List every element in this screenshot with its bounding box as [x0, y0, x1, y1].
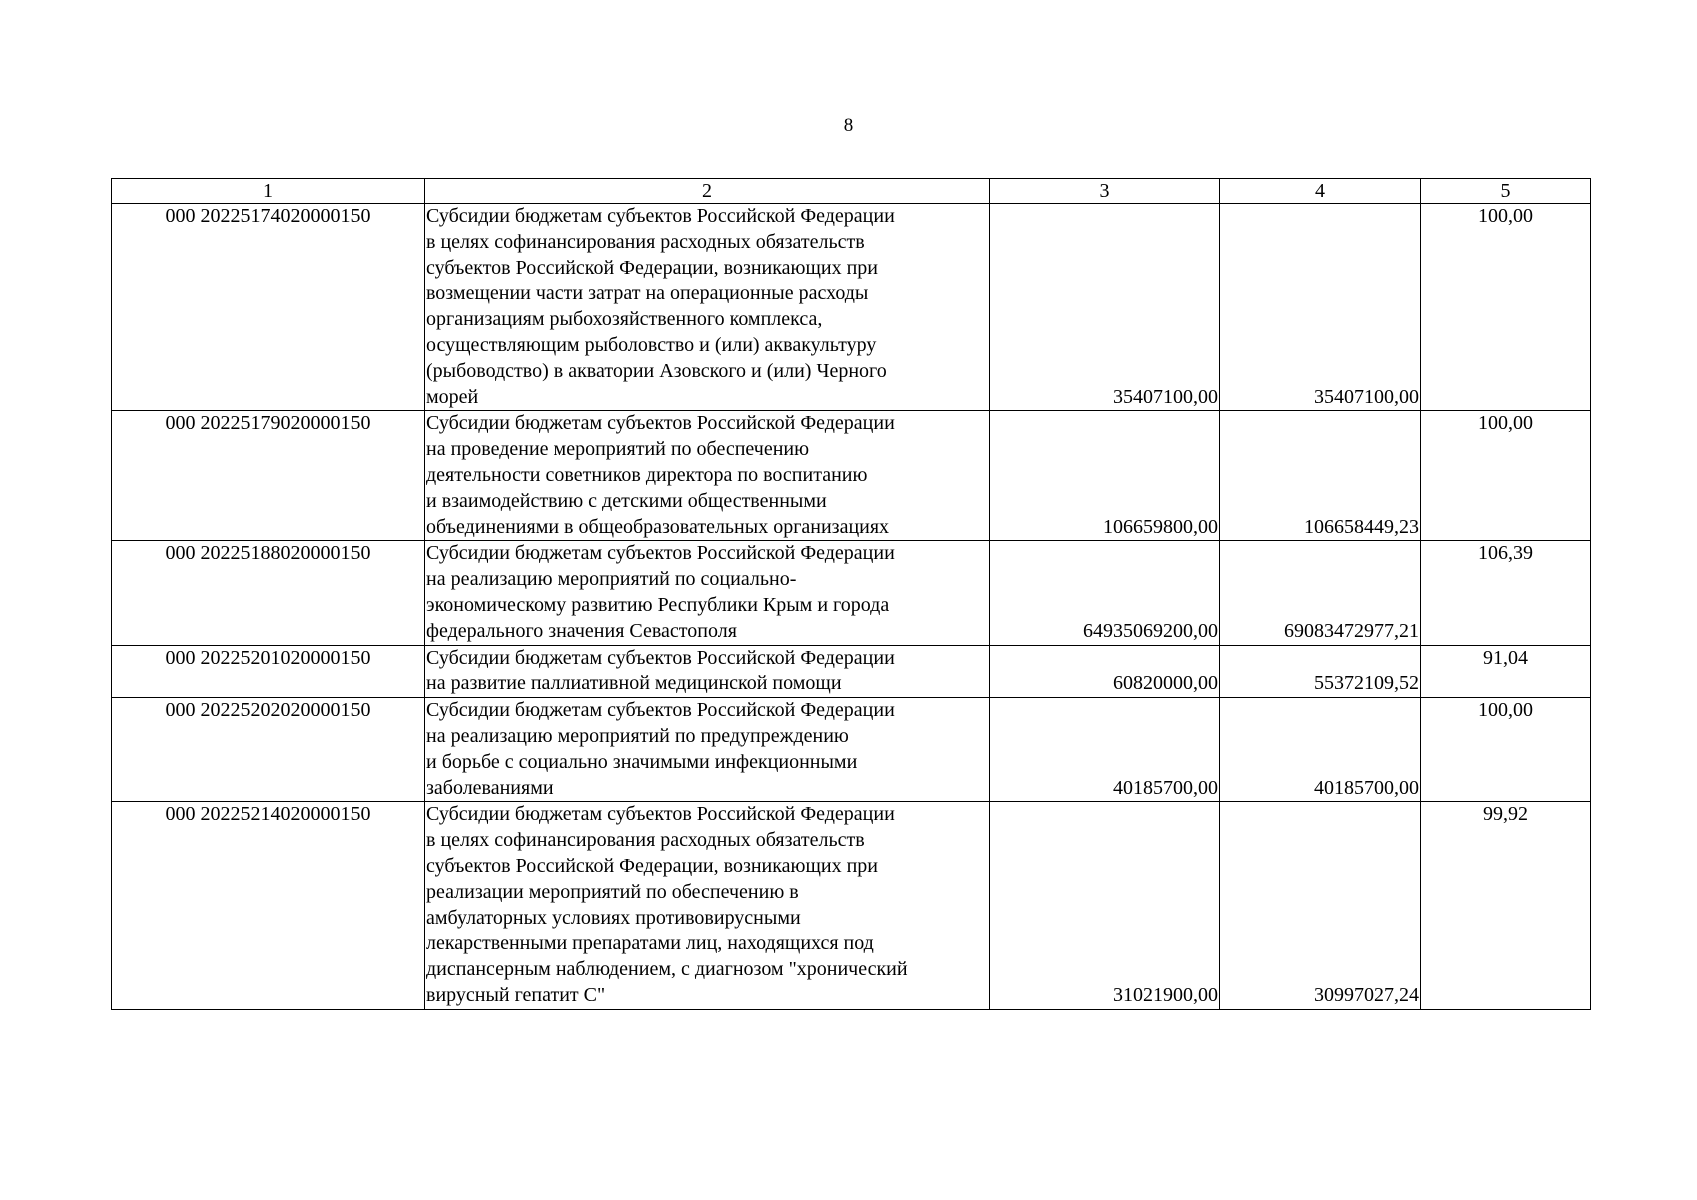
- row-description: [425, 645, 990, 698]
- description-line: возмещении части затрат на операционные расходы: [426, 282, 869, 305]
- table-body: [112, 204, 1591, 1010]
- row-description: [425, 698, 990, 802]
- row-code: 000 20225179020000150: [112, 411, 425, 541]
- row-col5-percent: 100,00: [1421, 698, 1591, 802]
- table-row: [112, 411, 1591, 541]
- row-description: [425, 411, 990, 541]
- row-col4-value: 35407100,00: [1220, 204, 1421, 411]
- table-row: [112, 541, 1591, 645]
- description-line: вирусный гепатит С": [426, 983, 606, 1006]
- table-row: [112, 204, 1591, 411]
- header-col-5: 5: [1421, 179, 1591, 204]
- description-line: в целях софинансирования расходных обязательств: [426, 230, 865, 253]
- description-line: морей: [426, 385, 479, 408]
- row-col4-value: 40185700,00: [1220, 698, 1421, 802]
- row-col5-percent: 100,00: [1421, 411, 1591, 541]
- row-col3-value: 31021900,00: [990, 802, 1220, 1009]
- description-line: реализации мероприятий по обеспечению в: [426, 880, 799, 903]
- table-row: [112, 802, 1591, 1009]
- row-col4-value: 106658449,23: [1220, 411, 1421, 541]
- description-line: федерального значения Севастополя: [426, 619, 737, 642]
- row-col5-percent: 106,39: [1421, 541, 1591, 645]
- description-line: диспансерным наблюдением, с диагнозом "хронический: [426, 958, 908, 981]
- description-line: осуществляющим рыболовство и (или) аквакультуру: [426, 333, 877, 356]
- header-row: [112, 179, 1591, 204]
- description-line: заболеваниями: [426, 776, 554, 799]
- row-col3-value: 40185700,00: [990, 698, 1220, 802]
- description-line: субъектов Российской Федерации, возникающих при: [426, 854, 878, 877]
- description-line: Субсидии бюджетам субъектов Российской Федерации: [426, 412, 895, 435]
- description-line: организациям рыбохозяйственного комплекса,: [426, 308, 823, 331]
- description-line: лекарственными препаратами лиц, находящихся под: [426, 932, 874, 955]
- description-line: Субсидии бюджетам субъектов Российской Федерации: [426, 646, 895, 669]
- description-line: амбулаторных условиях противовирусными: [426, 906, 801, 929]
- description-line: в целях софинансирования расходных обязательств: [426, 829, 865, 852]
- row-code: 000 20225188020000150: [112, 541, 425, 645]
- description-line: и взаимодействию с детскими общественными: [426, 489, 827, 512]
- description-line: (рыбоводство) в акватории Азовского и (или) Черного: [426, 359, 887, 382]
- description-line: и борьбе с социально значимыми инфекционными: [426, 750, 858, 773]
- row-code: 000 20225174020000150: [112, 204, 425, 411]
- row-col5-percent: 91,04: [1421, 645, 1591, 698]
- description-line: Субсидии бюджетам субъектов Российской Федерации: [426, 542, 895, 565]
- header-col-3: 3: [990, 179, 1220, 204]
- description-line: на проведение мероприятий по обеспечению: [426, 438, 810, 461]
- header-col-2: 2: [425, 179, 990, 204]
- row-col3-value: 35407100,00: [990, 204, 1220, 411]
- row-col4-value: 30997027,24: [1220, 802, 1421, 1009]
- table-header: [112, 179, 1591, 204]
- description-line: Субсидии бюджетам субъектов Российской Федерации: [426, 803, 895, 826]
- budget-table: [111, 178, 1591, 1010]
- header-col-1: 1: [112, 179, 425, 204]
- row-description: [425, 802, 990, 1009]
- description-line: экономическому развитию Республики Крым и города: [426, 593, 890, 616]
- description-line: Субсидии бюджетам субъектов Российской Федерации: [426, 205, 895, 227]
- row-code: 000 20225214020000150: [112, 802, 425, 1009]
- row-col5-percent: 99,92: [1421, 802, 1591, 1009]
- description-line: деятельности советников директора по воспитанию: [426, 463, 868, 486]
- description-line: субъектов Российской Федерации, возникающих при: [426, 256, 878, 279]
- table-row: [112, 645, 1591, 698]
- row-code: 000 20225202020000150: [112, 698, 425, 802]
- description-line: на реализацию мероприятий по предупреждению: [426, 724, 849, 747]
- description-line: на реализацию мероприятий по социально-: [426, 568, 797, 591]
- header-col-4: 4: [1220, 179, 1421, 204]
- row-col4-value: 55372109,52: [1220, 645, 1421, 698]
- table-row: [112, 698, 1591, 802]
- row-col3-value: 60820000,00: [990, 645, 1220, 698]
- row-description: [425, 204, 990, 411]
- row-col3-value: 64935069200,00: [990, 541, 1220, 645]
- row-code: 000 20225201020000150: [112, 645, 425, 698]
- description-line: объединениями в общеобразовательных организациях: [426, 515, 890, 538]
- row-col5-percent: 100,00: [1421, 204, 1591, 411]
- description-line: на развитие паллиативной медицинской помощи: [426, 672, 842, 695]
- row-col4-value: 69083472977,21: [1220, 541, 1421, 645]
- page-number: 8: [843, 115, 854, 136]
- row-description: [425, 541, 990, 645]
- row-col3-value: 106659800,00: [990, 411, 1220, 541]
- description-line: Субсидии бюджетам субъектов Российской Федерации: [426, 699, 895, 722]
